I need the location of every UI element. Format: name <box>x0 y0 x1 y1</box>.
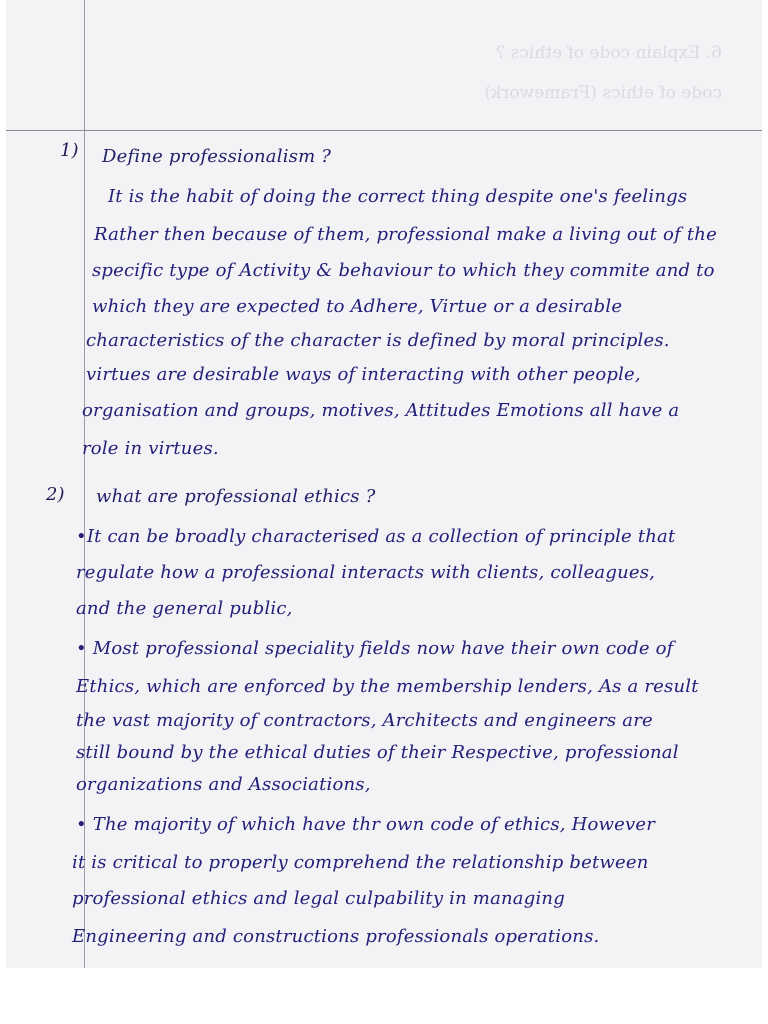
q2-line-5: Ethics, which are enforced by the membership lenders, As a result <box>76 676 699 697</box>
q2-line-8: organizations and Associations, <box>76 774 371 795</box>
q2-line-9: • The majority of which have thr own code of ethics, However <box>76 814 656 835</box>
q1-line-7: organisation and groups, motives, Attitudes Emotions all have a <box>82 400 680 421</box>
bleed-line-2: code of ethics (Framework) <box>484 83 722 103</box>
q1-line-1: It is the habit of doing the correct thing despite one's feelings <box>108 186 688 207</box>
notebook-page <box>6 0 762 968</box>
q1-line-5: characteristics of the character is defined by moral principles. <box>86 330 670 351</box>
question-2-number: 2) <box>46 484 65 505</box>
q2-line-7: still bound by the ethical duties of their Respective, professional <box>76 742 679 763</box>
q1-line-6: virtues are desirable ways of interacting with other people, <box>86 364 641 385</box>
q2-line-11: professional ethics and legal culpability in managing <box>72 888 565 909</box>
question-1-heading: Define professionalism ? <box>102 146 332 167</box>
q2-line-4: • Most professional speciality fields now have their own code of <box>76 638 674 659</box>
q1-line-2: Rather then because of them, professional make a living out of the <box>94 224 717 245</box>
question-1-number: 1) <box>60 140 79 161</box>
q2-line-10: it is critical to properly comprehend the relationship between <box>72 852 649 873</box>
q2-line-3: and the general public, <box>76 598 293 619</box>
q2-line-1: •It can be broadly characterised as a collection of principle that <box>76 526 676 547</box>
q1-line-8: role in virtues. <box>82 438 219 459</box>
bleed-line-1: 6. Explain code of ethics ? <box>496 43 722 63</box>
q2-line-2: regulate how a professional interacts with clients, colleagues, <box>76 562 656 583</box>
question-2-heading: what are professional ethics ? <box>96 486 376 507</box>
q2-line-6: the vast majority of contractors, Architects and engineers are <box>76 710 653 731</box>
q2-line-12: Engineering and constructions professionals operations. <box>72 926 600 947</box>
bottom-margin <box>0 968 768 1024</box>
bleed-through-text <box>6 0 762 130</box>
q1-line-4: which they are expected to Adhere, Virtue or a desirable <box>92 296 623 317</box>
top-ruled-line <box>6 130 762 131</box>
q1-line-3: specific type of Activity & behaviour to which they commite and to <box>92 260 715 281</box>
